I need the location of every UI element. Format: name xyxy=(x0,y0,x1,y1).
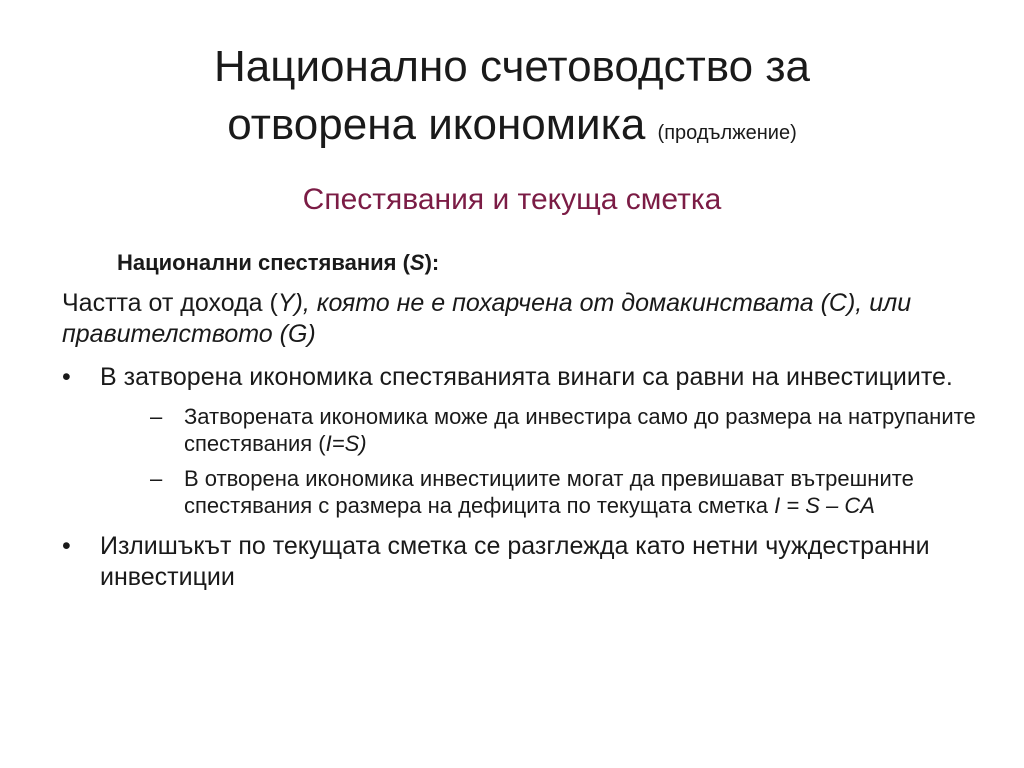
slide-subtitle: Спестявания и текуща сметка xyxy=(302,183,722,216)
dash-icon: – xyxy=(150,466,163,491)
title-line-2 xyxy=(0,96,1024,162)
sub-item-text: Затворената икономика може да инвестира само до размера на натрупаните спестявания ( xyxy=(184,404,976,456)
bullet-list xyxy=(62,362,982,603)
bullet-item xyxy=(62,362,982,519)
definition-text xyxy=(62,288,962,350)
sub-item-formula: I = S – CA xyxy=(774,493,875,518)
dash-icon: – xyxy=(150,404,163,429)
title-note: (продължение) xyxy=(657,122,797,144)
bullet-text: Излишъкът по текущата сметка се разглежда като нетни чуждестранни инвестиции xyxy=(100,532,930,591)
bullet-item xyxy=(62,531,982,593)
definition-heading-var: S xyxy=(409,250,425,275)
sub-item xyxy=(100,403,982,457)
bullet-text: В затворена икономика спестяванията винаги са равни на инвестициите. xyxy=(100,363,953,391)
sub-list xyxy=(100,403,982,519)
definition-text-y: Y xyxy=(277,289,295,317)
definition-text-rest: ), която не е похарчена от домакинствата (C), или правителството (G) xyxy=(62,289,912,348)
bullet-icon: • xyxy=(62,532,71,560)
sub-item xyxy=(100,465,982,519)
bullet-icon: • xyxy=(62,363,71,391)
definition-heading xyxy=(117,248,439,278)
sub-item-text: В отворена икономика инвестициите могат да превишават вътрешните спестявания с размера на дефицита по текущата сметка xyxy=(184,466,914,518)
title-line-1: Национално счетоводство за xyxy=(214,42,810,91)
definition-text-pre: Частта от дохода ( xyxy=(62,289,278,317)
definition-heading-pre: Национални спестявания ( xyxy=(117,250,410,275)
title-line-2-text: отворена икономика xyxy=(227,100,646,149)
sub-item-formula: I=S) xyxy=(325,431,367,456)
slide-title xyxy=(0,38,1024,162)
definition-heading-post: ): xyxy=(424,250,440,275)
